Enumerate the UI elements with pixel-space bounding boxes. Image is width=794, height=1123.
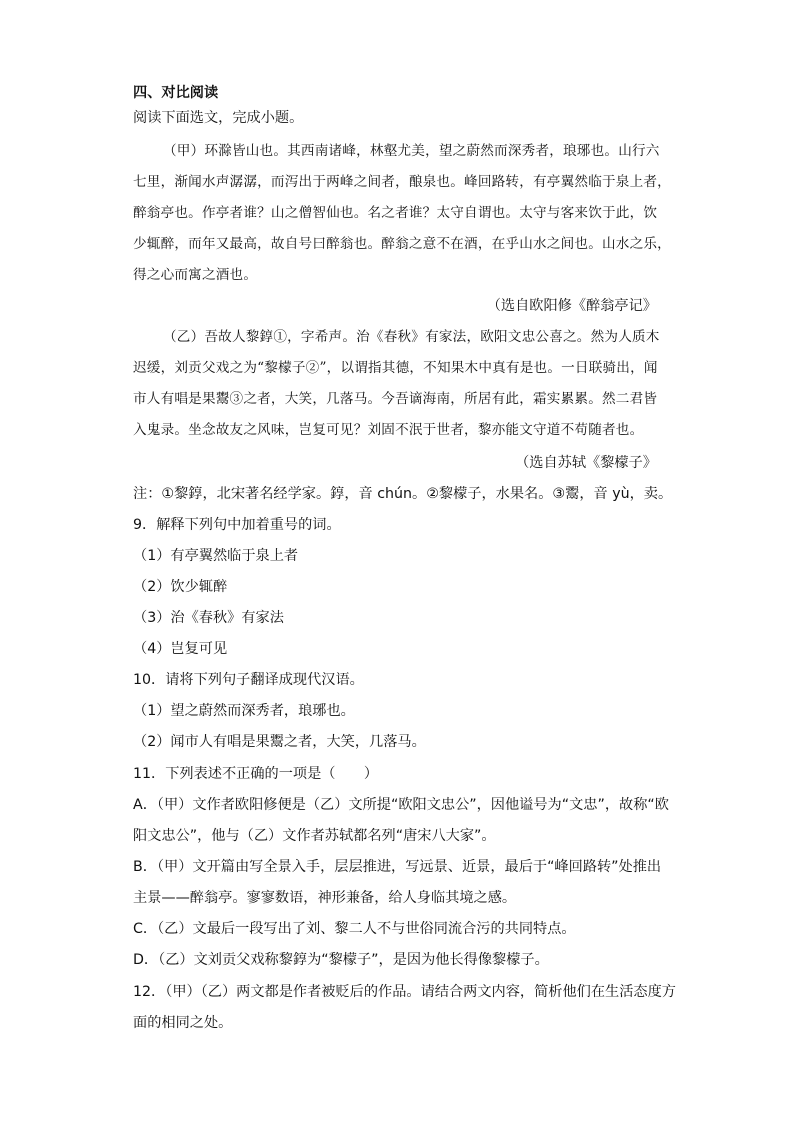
question-12-stem-cont: 面的相同之处。 <box>133 1015 233 1031</box>
question-12-stem: 12．（甲）（乙）两文都是作者被贬后的作品。请结合两文内容，简析他们在生活态度方 <box>133 984 676 1000</box>
passage-yi-line: 市人有唱是果鬻③之者，大笑，几落马。今吾谪海南，所居有此，霜实累累。然二君皆 <box>133 391 658 407</box>
passage-yi-source: （选自苏轼《黎檬子》 <box>515 455 657 471</box>
option-a: A．（甲）文作者欧阳修便是（乙）文所提“欧阳文忠公”，因他谥号为“文忠”，故称“欧 <box>133 797 669 813</box>
passage-jia-line: （甲）环滁皆山也。其西南诸峰，林壑尤美，望之蔚然而深秀者，琅琊也。山行六 <box>163 143 660 159</box>
question-9-item: （1）有亭翼然临于泉上者 <box>133 548 299 564</box>
option-b: B．（甲）文开篇由写全景入手，层层推进，写远景、近景，最后于“峰回路转”处推出 <box>133 859 662 875</box>
passage-jia-line: 七里，渐闻水声潺潺，而泻出于两峰之间者，酿泉也。峰回路转，有亭翼然临于泉上者， <box>133 174 671 190</box>
option-c: C．（乙）文最后一段写出了刘、黎二人不与世俗同流合污的共同特点。 <box>133 921 576 937</box>
option-d: D．（乙）文刘贡父戏称黎錞为“黎檬子”，是因为他长得像黎檬子。 <box>133 952 549 968</box>
passage-jia-source: （选自欧阳修《醉翁亭记》 <box>486 298 657 314</box>
passage-yi-line: 迟缓，刘贡父戏之为“黎檬子②”，以谓指其德，不知果木中真有是也。一日联骑出，闻 <box>133 360 658 376</box>
question-10-item: （2）闻市人有唱是果鬻之者，大笑，几落马。 <box>133 734 426 750</box>
option-a-cont: 阳文忠公”，他与（乙）文作者苏轼都名列“唐宋八大家”。 <box>133 828 496 844</box>
passage-yi-line: （乙）吾故人黎錞①，字希声。治《春秋》有家法，欧阳文忠公喜之。然为人质木 <box>163 329 660 345</box>
option-b-cont: 主景——醉翁亭。寥寥数语，神形兼备，给人身临其境之感。 <box>133 890 517 906</box>
passage-yi-line: 入鬼录。坐念故友之风味，岂复可见？刘固不泯于世者，黎亦能文守道不苟随者也。 <box>133 422 644 438</box>
question-10-item: （1）望之蔚然而深秀者，琅琊也。 <box>133 703 355 719</box>
question-9-item: （4）岂复可见 <box>133 641 228 657</box>
passage-jia-line: 醉翁亭也。作亭者谁？山之僧智仙也。名之者谁？太守自谓也。太守与客来饮于此，饮 <box>133 205 658 221</box>
question-11-stem: 11．下列表述不正确的一项是（ ） <box>133 766 379 782</box>
section-instruction: 阅读下面选文，完成小题。 <box>133 110 304 126</box>
footnote: 注：①黎錞，北宋著名经学家。錞，音 chún。②黎檬子，水果名。③鬻，音 yù，卖。 <box>133 486 673 502</box>
section-title: 四、对比阅读 <box>133 85 219 101</box>
question-9-item: （2）饮少辄醉 <box>133 579 228 595</box>
question-10-stem: 10．请将下列句子翻译成现代汉语。 <box>133 672 364 688</box>
passage-jia-line: 少辄醉，而年又最高，故自号曰醉翁也。醉翁之意不在酒，在乎山水之间也。山水之乐， <box>133 236 671 252</box>
question-9-stem: 9．解释下列句中加着重号的词。 <box>133 517 341 533</box>
passage-jia-line: 得之心而寓之酒也。 <box>133 267 258 283</box>
question-9-item: （3）治《春秋》有家法 <box>133 610 284 626</box>
